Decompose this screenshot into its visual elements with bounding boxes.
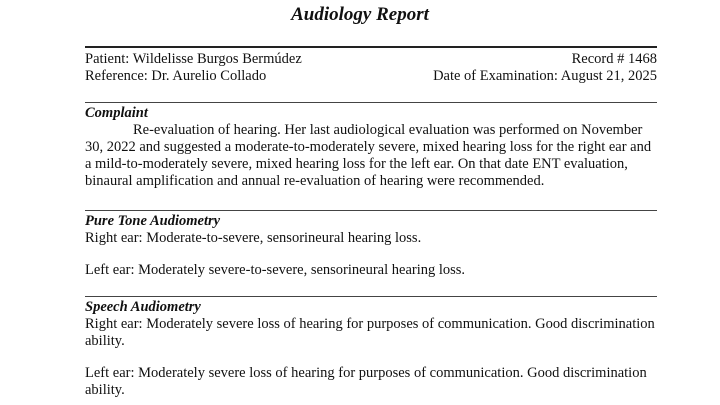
pure-tone-section	[85, 213, 657, 279]
exam-date: August 21, 2025	[560, 68, 657, 84]
patient-info-block	[85, 51, 657, 85]
complaint-section	[85, 105, 657, 190]
speech-heading: Speech Audiometry	[85, 299, 201, 315]
exam-date-label: Date of Examination:	[433, 68, 558, 84]
reference-name: Dr. Aurelio Collado	[151, 68, 267, 84]
record-field	[572, 51, 657, 68]
record-label: Record #	[571, 51, 625, 67]
reference-row	[85, 68, 657, 85]
reference-field	[85, 68, 266, 85]
patient-field	[85, 51, 302, 68]
pure-tone-rule	[85, 210, 657, 211]
report-title: Audiology Report	[291, 4, 429, 25]
pure-tone-left-ear: Left ear: Moderately severe-to-severe, sensorineural hearing loss.	[85, 262, 466, 278]
reference-label: Reference:	[85, 68, 148, 84]
patient-name: Wildelisse Burgos Bermúdez	[132, 51, 302, 67]
complaint-heading: Complaint	[85, 105, 148, 121]
complaint-text: Re-evaluation of hearing. Her last audiological evaluation was performed on November 30, 2022 and suggested a moderate-to-moderately severe, mixed hearing loss for the right ear and a mild-to-moderately severe, mixed hearing loss for the left ear. On that date ENT evaluation, binaural amplification and annual re-evaluation of hearing were recommended.	[85, 122, 652, 189]
patient-row	[85, 51, 657, 68]
complaint-rule	[85, 102, 657, 103]
pure-tone-heading: Pure Tone Audiometry	[85, 213, 221, 229]
speech-section	[85, 299, 657, 399]
header-top-rule	[85, 46, 657, 48]
record-number: 1468	[628, 51, 657, 67]
speech-right-ear: Right ear: Moderately severe loss of hearing for purposes of communication. Good discrimination ability.	[85, 316, 655, 349]
pure-tone-right-ear: Right ear: Moderate-to-severe, sensorineural hearing loss.	[85, 230, 422, 246]
exam-date-field	[433, 68, 657, 85]
patient-label: Patient:	[85, 51, 130, 67]
speech-rule	[85, 296, 657, 297]
speech-left-ear: Left ear: Moderately severe loss of hearing for purposes of communication. Good discrimination ability.	[85, 365, 647, 398]
